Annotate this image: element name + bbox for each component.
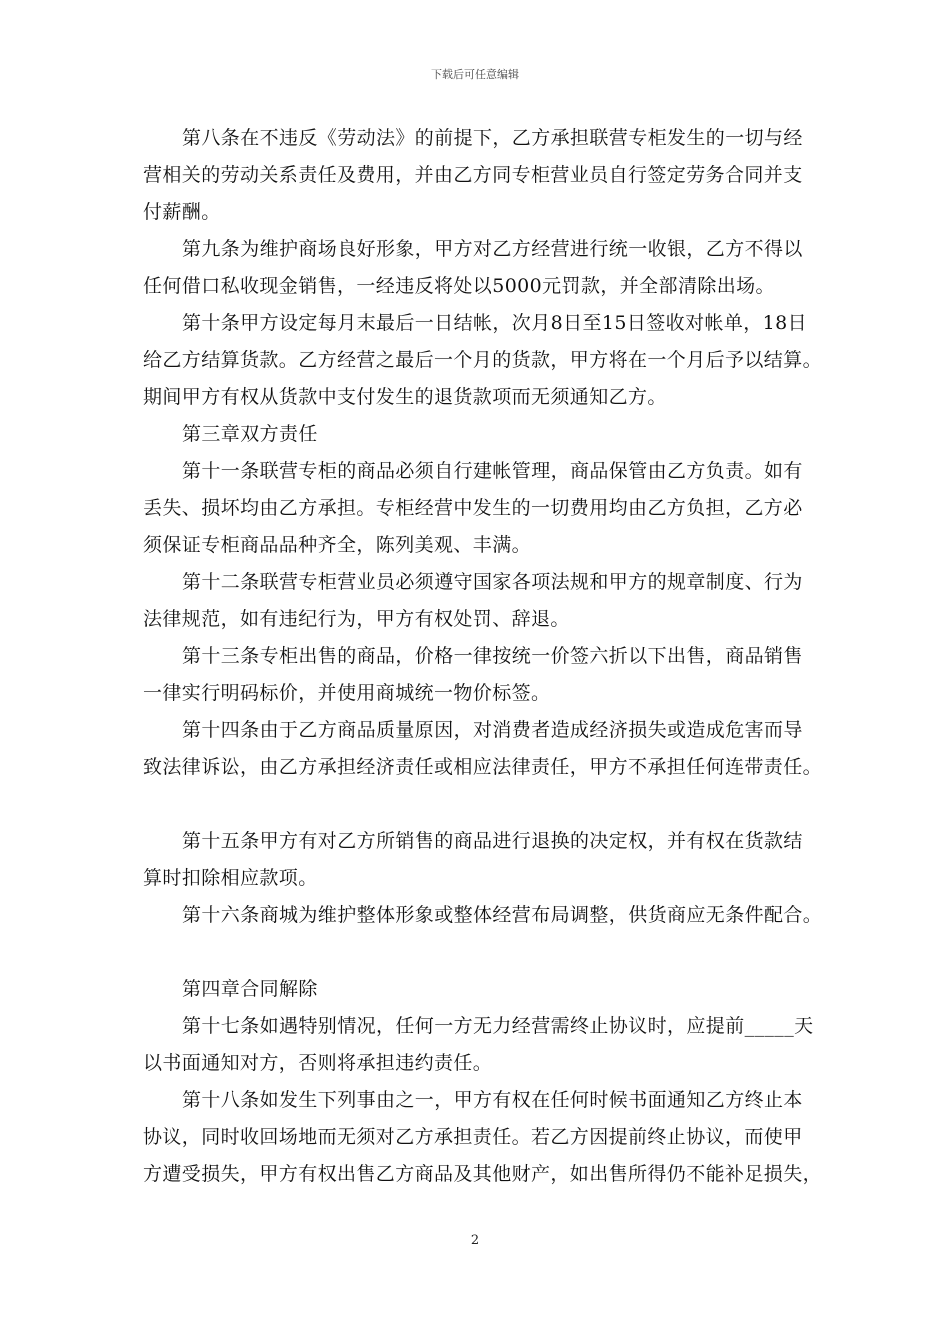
text-line: 给乙方结算货款。乙方经营之最后一个月的货款，甲方将在一个月后予以结算。 [143,349,823,371]
article-17 [143,1008,823,1082]
text-line: 付薪酬。 [143,201,221,223]
article-14 [143,712,823,786]
text-line: 法律规范，如有违纪行为，甲方有权处罚、辞退。 [143,608,570,630]
article-10 [143,305,823,416]
text-line: 第十一条联营专柜的商品必须自行建帐管理，商品保管由乙方负责。如有 [182,460,803,482]
document-body [143,120,823,1193]
text-line: 第十四条由于乙方商品质量原因，对消费者造成经济损失或造成危害而导 [182,719,803,741]
article-12 [143,564,823,638]
text-line: 须保证专柜商品品种齐全，陈列美观、丰满。 [143,534,532,556]
text-line: 丢失、损坏均由乙方承担。专柜经营中发生的一切费用均由乙方负担，乙方必 [143,497,803,519]
article-13 [143,638,823,712]
page-header: 下载后可任意编辑 [431,68,519,81]
text-line: 第十六条商城为维护整体形象或整体经营布局调整，供货商应无条件配合。 [182,904,823,926]
article-16 [143,897,823,934]
text-line: 协议，同时收回场地而无须对乙方承担责任。若乙方因提前终止协议，而使甲 [143,1126,803,1148]
text-line: 以书面通知对方，否则将承担违约责任。 [143,1052,493,1074]
text-line: 第八条在不违反《劳动法》的前提下，乙方承担联营专柜发生的一切与经 [182,127,803,149]
blank-line [143,934,823,971]
article-18 [143,1082,823,1193]
text-line: 第十七条如遇特别情况，任何一方无力经营需终止协议时，应提前_____天 [182,1015,814,1037]
text-line: 方遭受损失，甲方有权出售乙方商品及其他财产，如出售所得仍不能补足损失， [143,1163,823,1185]
article-15 [143,823,823,897]
text-line: 第十条甲方设定每月末最后一日结帐，次月8日至15日签收对帐单，18日 [182,312,808,334]
chapter-4-heading [143,971,823,1008]
article-8 [143,120,823,231]
article-11 [143,453,823,564]
blank-line [143,786,823,823]
text-line: 第十三条专柜出售的商品，价格一律按统一价签六折以下出售，商品销售 [182,645,803,667]
text-line: 第十五条甲方有对乙方所销售的商品进行退换的决定权，并有权在货款结 [182,830,803,852]
text-line: 营相关的劳动关系责任及费用，并由乙方同专柜营业员自行签定劳务合同并支 [143,164,803,186]
text-line: 致法律诉讼，由乙方承担经济责任或相应法律责任，甲方不承担任何连带责任。 [143,756,823,778]
text-line: 第三章双方责任 [182,423,318,445]
text-line: 一律实行明码标价，并使用商城统一物价标签。 [143,682,551,704]
text-line: 算时扣除相应款项。 [143,867,318,889]
article-9 [143,231,823,305]
text-line: 第九条为维护商场良好形象，甲方对乙方经营进行统一收银，乙方不得以 [182,238,803,260]
text-line: 第十八条如发生下列事由之一，甲方有权在任何时候书面通知乙方终止本 [182,1089,803,1111]
text-line: 第四章合同解除 [182,978,318,1000]
page-number: 2 [470,1233,480,1248]
text-line: 第十二条联营专柜营业员必须遵守国家各项法规和甲方的规章制度、行为 [182,571,803,593]
chapter-3-heading [143,416,823,453]
text-line: 任何借口私收现金销售，一经违反将处以5000元罚款，并全部清除出场。 [143,275,775,297]
text-line: 期间甲方有权从货款中支付发生的退货款项而无须通知乙方。 [143,386,667,408]
